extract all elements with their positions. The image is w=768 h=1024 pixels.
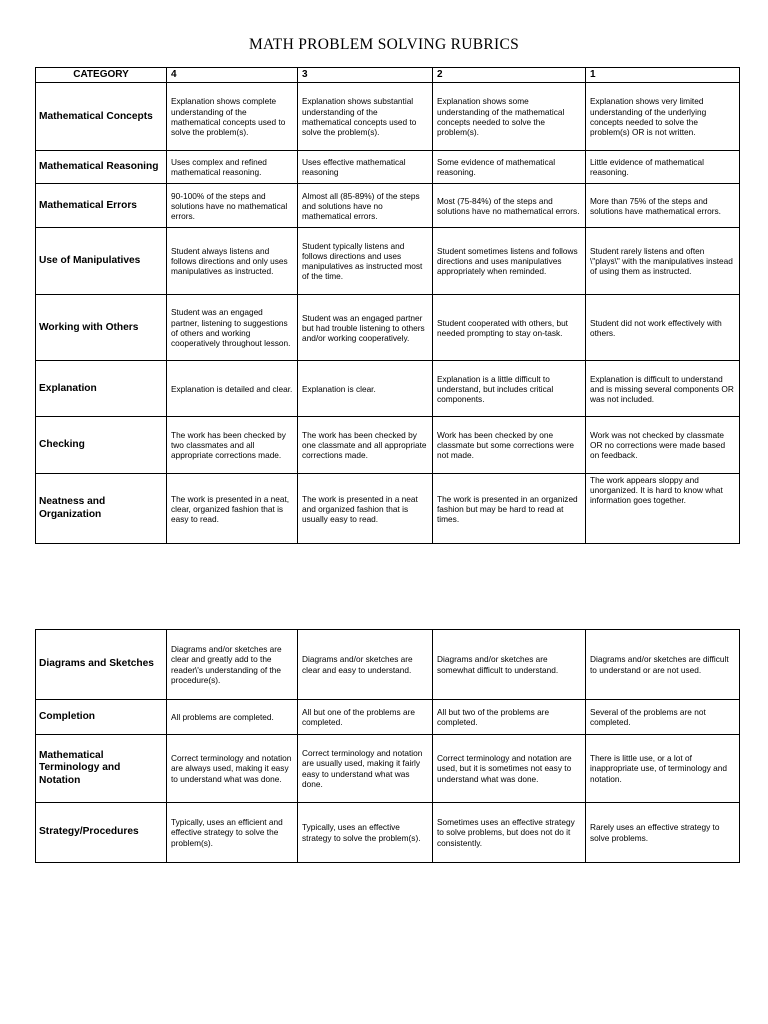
table-row	[36, 630, 740, 700]
category-label: Completion	[36, 700, 167, 735]
rubric-cell: The work is presented in a neat, clear, organized fashion that is easy to read.	[167, 474, 298, 544]
rubric-cell: The work appears sloppy and unorganized. It is hard to know what information goes together.	[586, 474, 740, 544]
rubric-cell: The work has been checked by two classmates and all appropriate corrections made.	[167, 417, 298, 474]
rubric-cell: Student did not work effectively with others.	[586, 295, 740, 361]
header-score-1: 1	[586, 68, 740, 83]
rubric-cell: Diagrams and/or sketches are somewhat difficult to understand.	[433, 630, 586, 700]
table-row	[36, 83, 740, 151]
category-label: Mathematical Reasoning	[36, 151, 167, 184]
rubric-cell: Sometimes uses an effective strategy to solve problems, but does not do it consistently.	[433, 803, 586, 863]
rubric-cell: 90-100% of the steps and solutions have no mathematical errors.	[167, 184, 298, 228]
rubric-cell: Little evidence of mathematical reasoning.	[586, 151, 740, 184]
table-row	[36, 700, 740, 735]
category-label: Mathematical Concepts	[36, 83, 167, 151]
rubric-cell: Diagrams and/or sketches are difficult to understand or are not used.	[586, 630, 740, 700]
table-row	[36, 361, 740, 417]
header-score-2: 2	[433, 68, 586, 83]
rubric-cell: Correct terminology and notation are used, but it is sometimes not easy to understand what was done.	[433, 735, 586, 803]
rubric-table-2	[35, 629, 740, 863]
rubric-cell: Diagrams and/or sketches are clear and easy to understand.	[298, 630, 433, 700]
rubric-cell: More than 75% of the steps and solutions have mathematical errors.	[586, 184, 740, 228]
rubric-cell: Work has been checked by one classmate but some corrections were not made.	[433, 417, 586, 474]
rubric-cell: The work has been checked by one classmate and all appropriate corrections made.	[298, 417, 433, 474]
category-label: Mathematical Errors	[36, 184, 167, 228]
rubric-cell: Uses complex and refined mathematical reasoning.	[167, 151, 298, 184]
rubric-cell: Student was an engaged partner, listening to suggestions of others and working cooperatively throughout lesson.	[167, 295, 298, 361]
category-label: Diagrams and Sketches	[36, 630, 167, 700]
rubric-cell: Student sometimes listens and follows directions and uses manipulatives appropriately when reminded.	[433, 228, 586, 295]
rubric-cell: Student cooperated with others, but needed prompting to stay on-task.	[433, 295, 586, 361]
table-row	[36, 295, 740, 361]
rubric-cell: Some evidence of mathematical reasoning.	[433, 151, 586, 184]
rubric-cell: Rarely uses an effective strategy to solve problems.	[586, 803, 740, 863]
rubric-cell: Explanation shows very limited understanding of the underlying concepts needed to solve the problem(s) OR is not written.	[586, 83, 740, 151]
rubric-cell: Student always listens and follows directions and only uses manipulatives as instructed.	[167, 228, 298, 295]
category-label: Strategy/Procedures	[36, 803, 167, 863]
table-row	[36, 474, 740, 544]
header-score-3: 3	[298, 68, 433, 83]
table-row	[36, 184, 740, 228]
rubric-cell: Uses effective mathematical reasoning	[298, 151, 433, 184]
rubric-cell: All but one of the problems are completed.	[298, 700, 433, 735]
category-label: Mathematical Terminology and Notation	[36, 735, 167, 803]
rubric-cell: Typically, uses an efficient and effective strategy to solve the problem(s).	[167, 803, 298, 863]
rubric-cell: Explanation shows some understanding of the mathematical concepts needed to solve the problem(s).	[433, 83, 586, 151]
rubric-cell: Most (75-84%) of the steps and solutions have no mathematical errors.	[433, 184, 586, 228]
rubric-cell: The work is presented in a neat and organized fashion that is usually easy to read.	[298, 474, 433, 544]
rubric-cell: Explanation is difficult to understand and is missing several components OR was not included.	[586, 361, 740, 417]
rubric-cell: Explanation is a little difficult to understand, but includes critical components.	[433, 361, 586, 417]
header-score-4: 4	[167, 68, 298, 83]
rubric-cell: Correct terminology and notation are always used, making it easy to understand what was done.	[167, 735, 298, 803]
rubric-cell: Explanation shows substantial understanding of the mathematical concepts used to solve the problem(s).	[298, 83, 433, 151]
rubric-cell: Diagrams and/or sketches are clear and greatly add to the reader\'s understanding of the procedure(s).	[167, 630, 298, 700]
table-row	[36, 228, 740, 295]
header-row	[36, 68, 740, 83]
rubric-cell: The work is presented in an organized fashion but may be hard to read at times.	[433, 474, 586, 544]
table-row	[36, 151, 740, 184]
rubric-cell: Student was an engaged partner but had trouble listening to others and/or working cooperatively.	[298, 295, 433, 361]
rubric-cell: Student typically listens and follows directions and uses manipulatives as instructed most of the time.	[298, 228, 433, 295]
category-label: Working with Others	[36, 295, 167, 361]
category-label: Neatness and Organization	[36, 474, 167, 544]
rubric-cell: Explanation shows complete understanding of the mathematical concepts used to solve the problem(s).	[167, 83, 298, 151]
rubric-cell: Explanation is detailed and clear.	[167, 361, 298, 417]
table-row	[36, 803, 740, 863]
page-title: MATH PROBLEM SOLVING RUBRICS	[248, 36, 520, 53]
category-label: Explanation	[36, 361, 167, 417]
rubric-cell: There is little use, or a lot of inappropriate use, of terminology and notation.	[586, 735, 740, 803]
rubric-cell: Typically, uses an effective strategy to solve the problem(s).	[298, 803, 433, 863]
rubric-cell: Student rarely listens and often \"plays\" with the manipulatives instead of using them as instructed.	[586, 228, 740, 295]
rubric-cell: Several of the problems are not completed.	[586, 700, 740, 735]
header-category: CATEGORY	[36, 68, 167, 83]
rubric-cell: Work was not checked by classmate OR no corrections were made based on feedback.	[586, 417, 740, 474]
table-row	[36, 417, 740, 474]
rubric-cell: Almost all (85-89%) of the steps and solutions have no mathematical errors.	[298, 184, 433, 228]
rubric-cell: Explanation is clear.	[298, 361, 433, 417]
table-row	[36, 735, 740, 803]
rubric-cell: All problems are completed.	[167, 700, 298, 735]
rubric-cell: All but two of the problems are completed.	[433, 700, 586, 735]
rubric-table-1	[35, 67, 740, 544]
rubric-cell: Correct terminology and notation are usually used, making it fairly easy to understand what was done.	[298, 735, 433, 803]
category-label: Checking	[36, 417, 167, 474]
category-label: Use of Manipulatives	[36, 228, 167, 295]
